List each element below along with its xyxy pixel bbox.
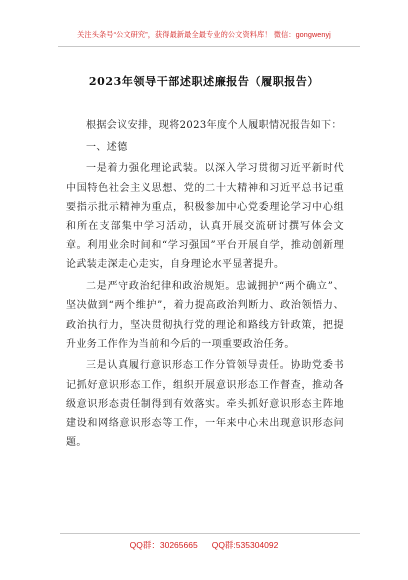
paragraph-political-discipline: 二是严守政治纪律和政治规矩。忠诚拥护“两个确立”、坚决做到“两个维护”，着力提高政治判断力、政治领悟力、政治执行力，坚决贯彻执行党的理论和路线方针政策，把提升业务工作作为当前和今后的一项重要政治任务。: [66, 281, 344, 350]
paragraph-intro: 根据会议安排，现将2023年度个人履职情况报告如下：: [86, 120, 342, 131]
document-body: [66, 116, 344, 455]
header-promo-text: 关注头条号“公文研究”，获得最新最全最专业的公文资料库！ 微信：gongwenyj: [77, 30, 331, 39]
footer-qq-group-2: QQ群:535304092: [211, 540, 279, 550]
header-divider: [58, 46, 360, 47]
section-heading-morality: 一、述德: [86, 141, 128, 153]
footer-contact: [0, 539, 408, 551]
document-title: 2023年领导干部述职述廉报告（履职报告）: [88, 75, 320, 88]
footer-divider: [60, 533, 360, 534]
paragraph-theory-study: 一是着力强化理论武装。以深入学习贯彻习近平新时代中国特色社会主义思想、党的二十大精神和习近平总书记重要指示批示精神为重点，积极参加中心党委理论学习中心组和所在支部集中学习活动，认真开展交流研讨撰写体会文章。利用业余时间和“学习强国”平台开展自学，推动创新理论武装走深走心走实，自身理论水平显著提升。: [66, 163, 344, 271]
paragraph-ideology-work: 三是认真履行意识形态工作分管领导责任。协助党委书记抓好意识形态工作，组织开展意识形态工作督查，推动各级意识形态责任制得到有效落实。牵头抓好意识形态主阵地建设和网络意识形态等工作，一年来中心未出现意识形态问题。: [66, 360, 344, 449]
footer-qq-group-1: QQ群：30265665: [129, 540, 198, 550]
